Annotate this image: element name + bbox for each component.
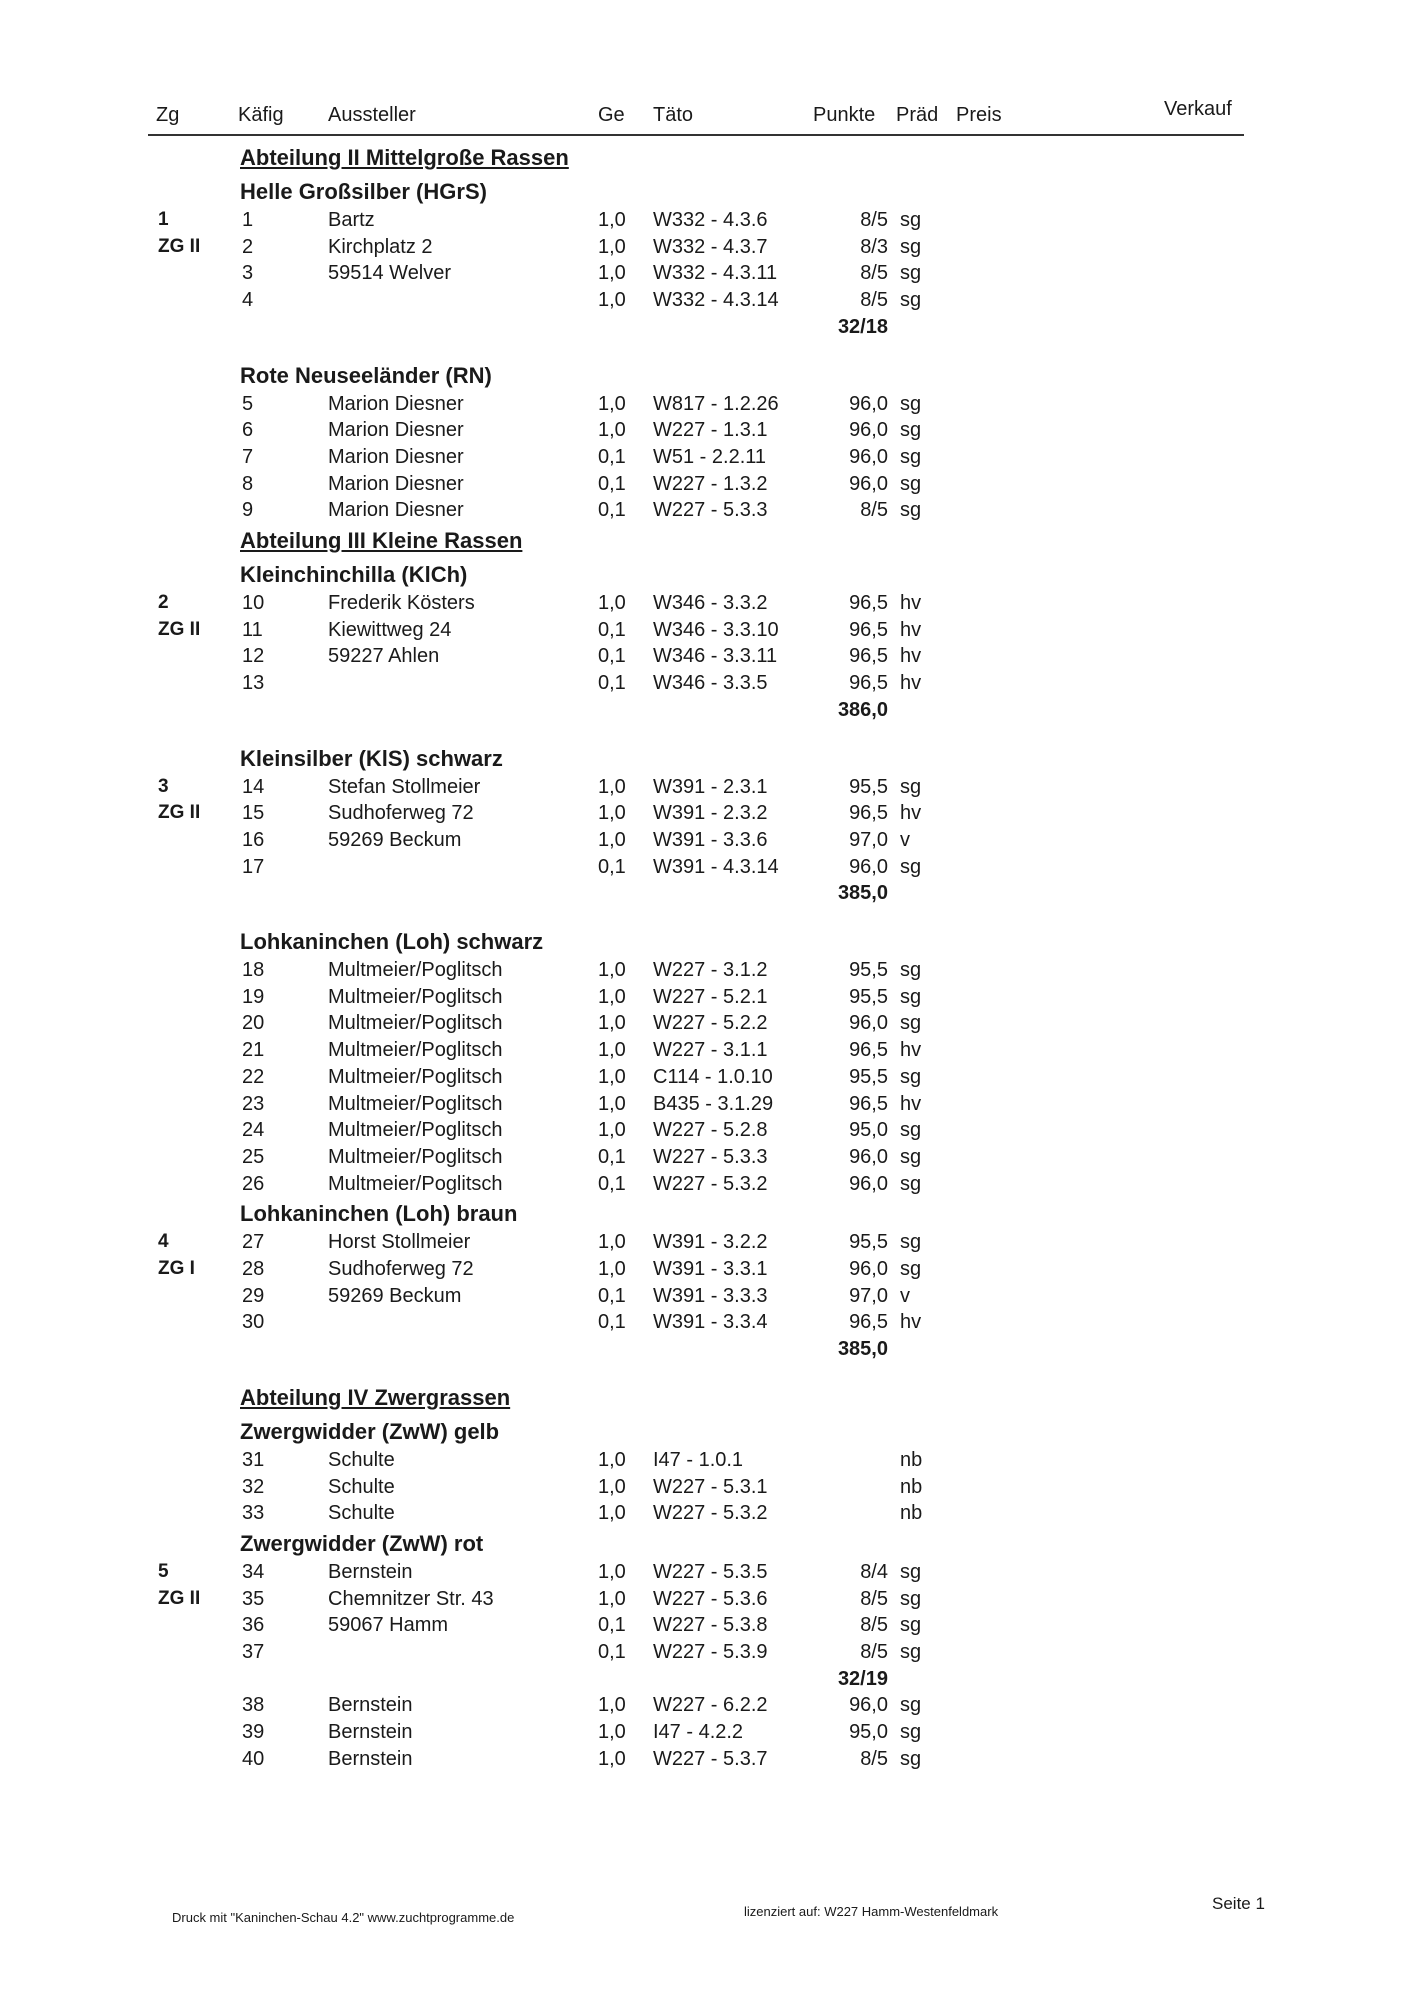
tattoo: W227 - 5.3.2 [653,1502,768,1525]
points: 8/5 [860,209,888,231]
rating: sg [900,855,922,878]
zuchtgruppe-label: 5 [158,1560,169,1582]
cage-number: 12 [242,645,265,668]
points: 96,0 [849,1258,888,1280]
points: 96,5 [849,592,888,614]
sex: 1,0 [598,1560,626,1583]
tattoo: W391 - 2.3.2 [653,802,768,825]
tattoo: W227 - 1.3.2 [653,472,768,495]
header-verkauf: Verkauf [1164,98,1232,120]
rating: sg [900,1587,922,1610]
points: 8/5 [860,499,888,522]
tattoo: W227 - 5.3.8 [653,1614,768,1637]
exhibitor: Multmeier/Poglitsch [328,1119,503,1142]
breed-heading: Lohkaninchen (Loh) braun [240,1201,518,1227]
tattoo: W227 - 5.3.3 [653,1145,768,1168]
points: 96,0 [849,392,888,415]
tattoo: W332 - 4.3.6 [653,209,768,231]
points: 95,5 [849,775,888,798]
tattoo: C114 - 1.0.10 [653,1065,773,1088]
cage-number: 26 [242,1172,265,1195]
points: 8/3 [860,235,888,258]
points: 8/5 [860,1587,888,1610]
points: 97,0 [849,828,888,851]
points: 95,5 [849,985,888,1008]
exhibitor: 59269 Beckum [328,828,462,851]
cage-number: 34 [242,1560,265,1583]
exhibitor: Marion Diesner [328,472,464,495]
exhibitor: Chemnitzer Str. 43 [328,1587,494,1610]
rating: sg [900,235,922,258]
cage-number: 7 [242,445,254,468]
cage-number: 5 [242,392,254,415]
section-heading: Abteilung III Kleine Rassen [240,528,523,553]
rating: nb [900,1448,923,1471]
exhibitor: Bernstein [328,1747,413,1770]
exhibitor: Stefan Stollmeier [328,775,481,798]
points: 96,5 [849,1039,888,1062]
tattoo: W227 - 5.3.7 [653,1747,768,1770]
cage-number: 25 [242,1145,265,1168]
rating: sg [900,1172,922,1195]
exhibitor: Marion Diesner [328,445,464,468]
cage-number: 30 [242,1311,265,1334]
tattoo: W227 - 5.2.1 [653,985,768,1008]
group-total: 385,0 [837,1338,888,1361]
rating: sg [900,1258,922,1280]
sex: 1,0 [598,828,626,851]
breed-heading: Kleinchinchilla (KlCh) [240,562,468,587]
sex: 1,0 [598,985,626,1008]
sex: 0,1 [598,855,626,878]
tattoo: W332 - 4.3.7 [653,235,768,258]
tattoo: W227 - 3.1.1 [653,1039,768,1062]
rating: nb [900,1475,923,1498]
points: 96,5 [849,672,888,695]
tattoo: W346 - 3.3.2 [653,592,768,614]
sex: 1,0 [598,1039,626,1062]
exhibitor: 59269 Beckum [328,1284,462,1307]
rating: sg [900,392,922,415]
tattoo: I47 - 1.0.1 [653,1448,744,1471]
sex: 0,1 [598,1641,626,1663]
exhibitor: Multmeier/Poglitsch [328,1039,503,1062]
cage-number: 24 [242,1119,265,1142]
exhibitor: Kiewittweg 24 [328,618,452,641]
breed-heading: Zwergwidder (ZwW) gelb [240,1418,500,1444]
cage-number: 39 [242,1721,265,1744]
rating: sg [900,1747,922,1770]
tattoo: W817 - 1.2.26 [653,392,779,415]
cage-number: 16 [242,828,265,851]
sex: 1,0 [598,1448,626,1471]
exhibitor: Multmeier/Poglitsch [328,1172,503,1195]
points: 95,5 [849,1065,888,1088]
sex: 1,0 [598,592,626,614]
sex: 0,1 [598,1614,626,1637]
exhibitor: 59227 Ahlen [328,645,440,668]
cage-number: 32 [242,1475,265,1498]
exhibitor: Bernstein [328,1560,413,1583]
cage-number: 19 [242,985,265,1008]
sex: 1,0 [598,419,626,442]
sex: 0,1 [598,1145,626,1168]
group-total: 385,0 [837,882,888,905]
sex: 0,1 [598,1311,626,1334]
tattoo: W346 - 3.3.11 [653,645,778,668]
rating: hv [900,802,922,825]
cage-number: 36 [242,1614,265,1637]
cage-number: 40 [242,1747,265,1770]
cage-number: 17 [242,855,265,878]
breed-heading: Rote Neuseeländer (RN) [240,362,492,388]
points: 96,0 [849,445,888,468]
points: 95,5 [849,1231,888,1254]
breed-heading: Helle Großsilber (HGrS) [240,179,487,204]
tattoo: W391 - 4.3.14 [653,855,779,878]
rating: hv [900,1039,922,1062]
points: 8/4 [860,1560,888,1583]
points: 96,5 [849,618,888,641]
cage-number: 21 [242,1039,265,1062]
sex: 0,1 [598,445,626,468]
cage-number: 28 [242,1258,265,1280]
tattoo: W227 - 6.2.2 [653,1694,768,1717]
exhibitor: Sudhoferweg 72 [328,1258,474,1280]
cage-number: 22 [242,1065,265,1088]
exhibitor: Multmeier/Poglitsch [328,1012,503,1035]
tattoo: W227 - 5.3.3 [653,499,768,522]
section-heading: Abteilung II Mittelgroße Rassen [240,145,569,170]
exhibitor: Multmeier/Poglitsch [328,1145,503,1168]
tattoo: W227 - 5.3.2 [653,1172,768,1195]
sex: 0,1 [598,645,626,668]
tattoo: W391 - 2.3.1 [653,775,768,798]
sex: 1,0 [598,1587,626,1610]
tattoo: W227 - 5.3.5 [653,1560,768,1583]
sex: 1,0 [598,235,626,258]
header-zg: Zg [156,104,180,126]
points: 95,5 [849,959,888,981]
cage-number: 20 [242,1012,265,1035]
rating: hv [900,645,922,668]
rating: sg [900,985,922,1008]
rating: hv [900,1092,922,1115]
tattoo: W346 - 3.3.10 [653,618,779,641]
tattoo: W391 - 3.3.6 [653,828,768,851]
zuchtgruppe-label: 1 [158,209,169,230]
exhibitor: Kirchplatz 2 [328,235,433,258]
exhibitor: Bartz [328,209,375,231]
sex: 1,0 [598,1694,626,1717]
cage-number: 33 [242,1502,265,1525]
points: 96,0 [849,419,888,442]
sex: 0,1 [598,1284,626,1307]
tattoo: W51 - 2.2.11 [653,445,767,468]
sex: 1,0 [598,1119,626,1142]
rating: sg [900,499,922,522]
rating: sg [900,262,922,285]
cage-number: 35 [242,1587,265,1610]
group-total: 32/18 [837,315,888,338]
exhibitor: Multmeier/Poglitsch [328,1065,503,1088]
rating: sg [900,775,922,798]
cage-number: 2 [242,235,254,258]
tattoo: W391 - 3.3.3 [653,1284,768,1307]
cage-number: 8 [242,472,254,495]
zuchtgruppe-label: ZG II [158,235,201,257]
tattoo: I47 - 4.2.2 [653,1721,744,1744]
exhibitor: 59514 Welver [328,262,452,285]
sex: 1,0 [598,262,626,285]
sex: 1,0 [598,1065,626,1088]
zuchtgruppe-label: ZG I [158,1258,195,1279]
header-preis: Preis [956,104,1002,126]
exhibitor: Multmeier/Poglitsch [328,959,503,981]
cage-number: 14 [242,775,265,798]
cage-number: 1 [242,209,254,231]
points: 96,0 [849,1172,888,1195]
cage-number: 27 [242,1231,265,1254]
rating: sg [900,472,922,495]
points: 95,0 [849,1119,888,1142]
points: 96,0 [849,855,888,878]
footer-left: Druck mit "Kaninchen-Schau 4.2" www.zuchtprogramme.de [172,1910,515,1925]
sex: 1,0 [598,1012,626,1035]
rating: sg [900,1614,922,1637]
sex: 1,0 [598,1092,626,1115]
tattoo: W346 - 3.3.5 [653,672,768,695]
points: 96,5 [849,802,888,825]
points: 95,0 [849,1721,888,1744]
header-kaefig: Käfig [238,104,284,126]
exhibitor: Marion Diesner [328,419,464,442]
group-total: 386,0 [837,698,888,721]
header-aussteller: Aussteller [328,104,416,126]
tattoo: W391 - 3.3.4 [653,1311,768,1334]
points: 8/5 [860,1747,888,1770]
sex: 1,0 [598,1721,626,1744]
points: 8/5 [860,262,888,285]
rating: hv [900,672,922,695]
points: 97,0 [849,1284,888,1307]
exhibitor: Marion Diesner [328,499,464,522]
zuchtgruppe-label: 4 [158,1231,169,1253]
exhibitor: Multmeier/Poglitsch [328,985,503,1008]
exhibitor: 59067 Hamm [328,1614,449,1637]
header-praed: Präd [896,104,939,126]
points: 8/5 [860,1614,888,1637]
cage-number: 37 [242,1641,265,1663]
sex: 0,1 [598,472,626,495]
points: 8/5 [860,289,888,312]
sex: 0,1 [598,672,626,695]
cage-number: 31 [242,1448,265,1471]
cage-number: 23 [242,1092,265,1115]
cage-number: 4 [242,289,254,312]
tattoo: W227 - 5.2.2 [653,1012,768,1035]
cage-number: 18 [242,959,265,981]
rating: sg [900,1560,922,1583]
tattoo: W227 - 5.3.6 [653,1587,768,1610]
tattoo: W227 - 1.3.1 [653,419,768,442]
header-punkte: Punkte [813,104,876,126]
header-ge: Ge [598,104,625,126]
cage-number: 29 [242,1284,265,1307]
exhibitor: Sudhoferweg 72 [328,802,474,825]
sex: 0,1 [598,499,626,522]
tattoo: B435 - 3.1.29 [653,1092,774,1115]
rating: v [900,828,910,851]
exhibitor: Schulte [328,1475,395,1498]
exhibitor: Schulte [328,1448,395,1471]
rating: sg [900,1231,922,1254]
rating: sg [900,1119,922,1142]
rating: sg [900,959,922,981]
cage-number: 10 [242,592,265,614]
cage-number: 9 [242,499,254,522]
exhibitor: Bernstein [328,1721,413,1744]
sex: 1,0 [598,775,626,798]
zuchtgruppe-label: 3 [158,775,169,797]
rating: sg [900,419,922,442]
cage-number: 6 [242,419,254,442]
zuchtgruppe-label: ZG II [158,618,201,640]
breed-heading: Zwergwidder (ZwW) rot [240,1530,484,1556]
rating: sg [900,209,922,231]
sex: 1,0 [598,209,626,231]
points: 96,0 [849,472,888,495]
rating: sg [900,1694,922,1717]
tattoo: W227 - 5.3.9 [653,1641,768,1663]
exhibitor: Multmeier/Poglitsch [328,1092,503,1115]
tattoo: W227 - 5.3.1 [653,1475,768,1498]
breed-heading: Kleinsilber (KlS) schwarz [240,745,503,771]
exhibitor: Marion Diesner [328,392,464,415]
rating: hv [900,1311,922,1334]
points: 96,5 [849,1092,888,1115]
rating: sg [900,1012,922,1035]
sex: 1,0 [598,392,626,415]
footer-right: Seite 1 [1212,1894,1265,1913]
exhibitor: Bernstein [328,1694,413,1717]
sex: 1,0 [598,1258,626,1280]
rating: nb [900,1502,923,1525]
tattoo: W332 - 4.3.14 [653,289,779,312]
header-taeto: Täto [653,104,694,126]
points: 96,0 [849,1145,888,1168]
cage-number: 3 [242,262,254,285]
tattoo: W227 - 3.1.2 [653,959,768,981]
zuchtgruppe-label: ZG II [158,802,201,824]
sex: 1,0 [598,1747,626,1770]
rating: sg [900,445,922,468]
sex: 0,1 [598,1172,626,1195]
rating: sg [900,289,922,312]
points: 96,0 [849,1012,888,1035]
zuchtgruppe-label: ZG II [158,1587,201,1609]
tattoo: W391 - 3.2.2 [653,1231,768,1254]
points: 96,0 [849,1694,888,1717]
cage-number: 13 [242,672,265,695]
zuchtgruppe-label: 2 [158,592,169,613]
tattoo: W391 - 3.3.1 [653,1258,768,1280]
points: 96,5 [849,1311,888,1334]
rating: sg [900,1065,922,1088]
footer-center: lizenziert auf: W227 Hamm-Westenfeldmark [744,1904,999,1919]
sex: 1,0 [598,802,626,825]
cage-number: 11 [242,618,263,641]
cage-number: 38 [242,1694,265,1717]
sex: 0,1 [598,618,626,641]
rating: v [900,1284,910,1307]
sex: 1,0 [598,1502,626,1525]
tattoo: W332 - 4.3.11 [653,262,778,285]
group-total: 32/19 [837,1667,888,1690]
tattoo: W227 - 5.2.8 [653,1119,768,1142]
sex: 1,0 [598,1231,626,1254]
sex: 1,0 [598,959,626,981]
cage-number: 15 [242,802,265,825]
points: 96,5 [849,645,888,668]
sex: 1,0 [598,289,626,312]
rating: sg [900,1641,922,1663]
sex: 1,0 [598,1475,626,1498]
rating: sg [900,1145,922,1168]
points: 8/5 [860,1641,888,1663]
section-heading: Abteilung IV Zwergrassen [240,1384,511,1410]
exhibitor: Horst Stollmeier [328,1231,471,1254]
rating: hv [900,618,922,641]
rating: sg [900,1721,922,1744]
exhibitor: Schulte [328,1502,395,1525]
rating: hv [900,592,922,614]
breed-heading: Lohkaninchen (Loh) schwarz [240,929,544,954]
exhibitor: Frederik Kösters [328,592,475,614]
